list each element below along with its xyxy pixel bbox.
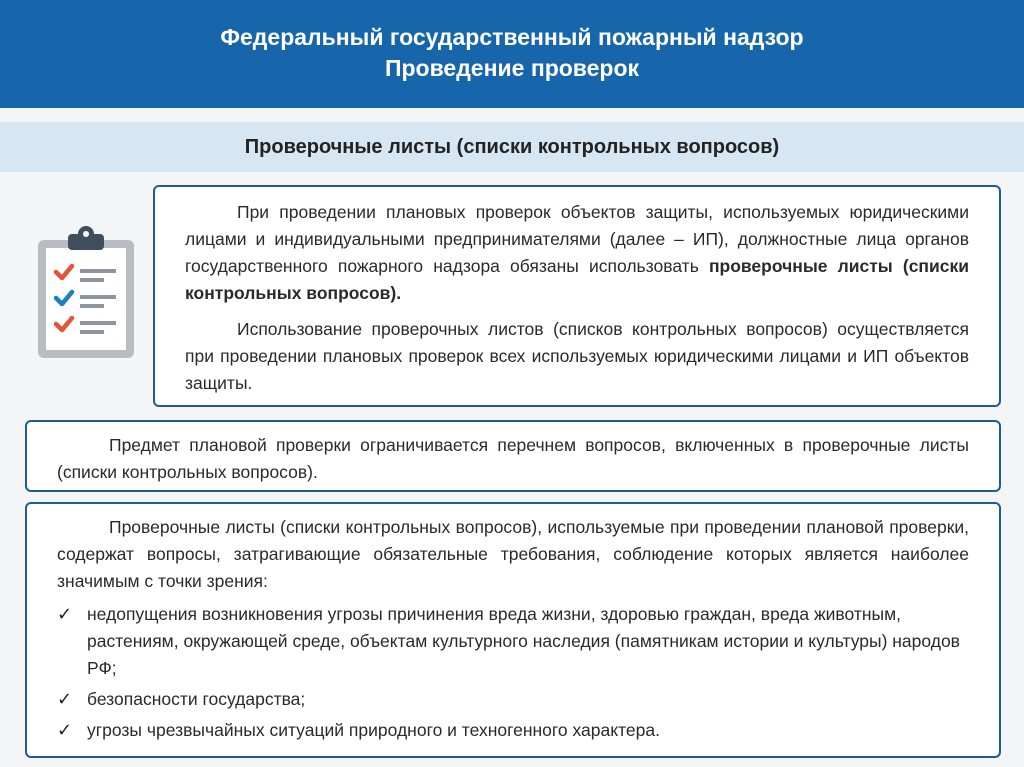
content-intro: Проверочные листы (списки контрольных вопросов), используемые при проведении плановой проверки, содержат вопросы, затрагивающие обязательные требования, соблюдение которых является наиболее значимым с точки зрения: bbox=[57, 517, 969, 591]
list-item bbox=[57, 717, 969, 744]
list-item-text: безопасности государства; bbox=[87, 689, 306, 709]
content-box bbox=[25, 502, 1001, 758]
list-item-text: угрозы чрезвычайных ситуаций природного и техногенного характера. bbox=[87, 720, 660, 740]
subject-paragraph: Предмет плановой проверки ограничивается перечнем вопросов, включенных в проверочные листы (списки контрольных вопросов). bbox=[57, 435, 969, 482]
intro-box bbox=[153, 185, 1001, 407]
intro-paragraph-1-bold: проверочные листы (списки контрольных вопросов). bbox=[185, 256, 970, 303]
list-item bbox=[57, 601, 969, 682]
list-item-text: недопущения возникновения угрозы причинения вреда жизни, здоровью граждан, вреда животным, растениям, окружающей среде, объектам культурного наследия (памятникам истории и культуры) народов РФ; bbox=[87, 604, 960, 678]
list-item bbox=[57, 686, 969, 713]
checkmark-icon: ✓ bbox=[57, 689, 73, 709]
header-subtitle: Проведение проверок bbox=[384, 55, 640, 81]
header-title: Федеральный государственный пожарный надзор bbox=[220, 24, 804, 50]
header-banner bbox=[0, 0, 1024, 108]
clipboard-checklist-icon bbox=[38, 226, 134, 358]
subject-box bbox=[25, 420, 1001, 492]
section-title: Проверочные листы (списки контрольных вопросов) bbox=[0, 122, 1024, 172]
checklist bbox=[57, 601, 969, 744]
intro-paragraph-1 bbox=[185, 199, 969, 307]
checkmark-icon: ✓ bbox=[57, 720, 73, 740]
intro-paragraph-1-text: При проведении плановых проверок объектов защиты, используемых юридическими лицами и индивидуальными предпринимателями (далее – ИП), должностные лица органов государственного пожарного надзора обязаны использовать bbox=[185, 202, 969, 276]
intro-paragraph-2: Использование проверочных листов (списков контрольных вопросов) осуществляется при проведении плановых проверок всех используемых юридическими лицами и ИП объектов защиты. bbox=[185, 319, 969, 393]
checkmark-icon: ✓ bbox=[57, 604, 73, 624]
